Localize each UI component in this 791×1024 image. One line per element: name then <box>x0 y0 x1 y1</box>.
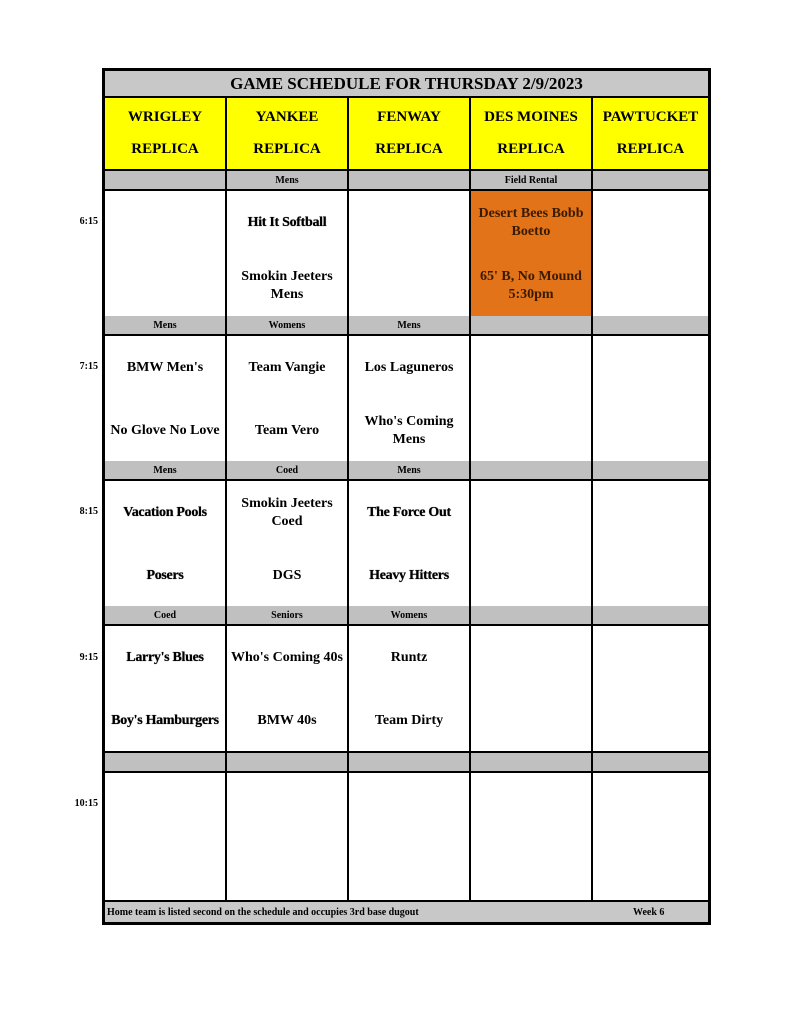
game-slot <box>593 626 708 751</box>
field-sub: REPLICA <box>131 140 199 157</box>
field-sub: REPLICA <box>497 140 565 157</box>
division-label: Coed <box>105 606 225 624</box>
game-slot <box>593 336 708 461</box>
division-label <box>227 753 347 771</box>
home-team <box>593 545 708 607</box>
schedule-title: GAME SCHEDULE FOR THURSDAY 2/9/2023 <box>105 71 708 96</box>
away-team <box>593 481 708 545</box>
division-label <box>105 171 225 189</box>
away-team: Runtz <box>390 650 428 665</box>
division-label <box>471 316 591 334</box>
game-slot <box>105 336 225 461</box>
game-slot <box>105 481 225 606</box>
footer-bar <box>105 902 708 922</box>
away-team: Smokin Jeeters Coed <box>241 496 333 529</box>
week-label: Week 6 <box>633 906 665 918</box>
away-team <box>471 336 591 400</box>
division-label <box>471 606 591 624</box>
game-slot <box>593 481 708 606</box>
time-label: 10:15 <box>74 798 98 809</box>
division-label <box>471 753 591 771</box>
time-label: 6:15 <box>79 216 98 227</box>
away-team: Hit It Softball <box>247 215 327 230</box>
home-team: Heavy Hitters <box>369 568 449 583</box>
away-team <box>593 191 708 255</box>
home-team <box>593 690 708 752</box>
field-header-0 <box>105 98 225 169</box>
game-slot <box>227 626 347 751</box>
division-label: Womens <box>349 606 469 624</box>
home-team: Team Vero <box>254 423 320 438</box>
home-team: BMW 40s <box>257 713 317 728</box>
away-team <box>105 773 225 837</box>
field-sub: REPLICA <box>253 140 321 157</box>
field-name: DES MOINES <box>484 109 578 126</box>
schedule-table <box>102 68 711 925</box>
away-team <box>593 336 708 400</box>
field-name: FENWAY <box>377 109 441 126</box>
home-team <box>593 400 708 462</box>
home-team: No Glove No Love <box>110 423 220 438</box>
time-label: 8:15 <box>79 506 98 517</box>
division-label: Field Rental <box>471 171 591 189</box>
division-label: Womens <box>227 316 347 334</box>
home-team: Posers <box>146 568 184 583</box>
field-header-2 <box>349 98 469 169</box>
division-label <box>471 461 591 479</box>
game-slot <box>349 773 469 900</box>
division-label: Coed <box>227 461 347 479</box>
game-slot <box>471 191 591 316</box>
division-label <box>593 316 708 334</box>
game-slot <box>105 773 225 900</box>
field-header-3 <box>471 98 591 169</box>
home-team <box>105 837 225 899</box>
game-slot <box>227 191 347 316</box>
game-slot <box>349 481 469 606</box>
game-slot <box>593 191 708 316</box>
time-label: 9:15 <box>79 652 98 663</box>
division-label: Mens <box>349 316 469 334</box>
home-team <box>471 400 591 462</box>
home-team: Who's Coming Mens <box>364 414 454 447</box>
home-team: Smokin Jeeters Mens <box>241 269 333 302</box>
home-team: Team Dirty <box>374 713 444 728</box>
field-sub: REPLICA <box>375 140 443 157</box>
home-team <box>471 837 591 899</box>
footer-note: Home team is listed second on the schedule and occupies 3rd base dugout <box>107 906 419 918</box>
game-slot <box>227 336 347 461</box>
game-slot <box>349 336 469 461</box>
field-name: WRIGLEY <box>127 109 203 126</box>
division-label <box>105 753 225 771</box>
game-slot <box>227 481 347 606</box>
home-team <box>593 255 708 317</box>
away-team <box>105 191 225 255</box>
home-team <box>471 545 591 607</box>
home-team: Boy's Hamburgers <box>111 713 219 728</box>
away-team <box>471 773 591 837</box>
home-team <box>349 255 469 317</box>
division-label <box>593 606 708 624</box>
field-name: YANKEE <box>255 109 319 126</box>
away-team <box>471 481 591 545</box>
away-team: Larry's Blues <box>126 650 204 665</box>
home-team: DGS <box>272 568 302 583</box>
game-slot <box>227 773 347 900</box>
division-label <box>349 171 469 189</box>
away-team: Desert Bees Bobb Boetto <box>478 206 584 239</box>
game-slot <box>471 626 591 751</box>
field-sub: REPLICA <box>616 140 685 157</box>
division-label: Mens <box>105 316 225 334</box>
away-team: BMW Men's <box>126 360 204 375</box>
home-team <box>227 837 347 899</box>
game-slot <box>105 191 225 316</box>
away-team <box>349 191 469 255</box>
home-team <box>349 837 469 899</box>
game-slot <box>471 336 591 461</box>
away-team: The Force Out <box>367 505 451 520</box>
game-slot <box>471 481 591 606</box>
away-team <box>471 626 591 690</box>
away-team <box>593 773 708 837</box>
field-header-4 <box>593 98 708 169</box>
home-team <box>471 690 591 752</box>
game-slot <box>593 773 708 900</box>
division-label <box>593 461 708 479</box>
away-team: Vacation Pools <box>123 505 207 520</box>
away-team <box>349 773 469 837</box>
field-header-1 <box>227 98 347 169</box>
division-label <box>349 753 469 771</box>
division-label <box>593 753 708 771</box>
game-slot <box>471 773 591 900</box>
division-label <box>593 171 708 189</box>
division-label: Mens <box>105 461 225 479</box>
home-team <box>593 837 708 899</box>
away-team <box>227 773 347 837</box>
away-team: Team Vangie <box>248 360 326 375</box>
away-team <box>593 626 708 690</box>
home-team: 65' B, No Mound 5:30pm <box>480 269 582 302</box>
division-label: Seniors <box>227 606 347 624</box>
time-label: 7:15 <box>79 361 98 372</box>
away-team: Los Laguneros <box>364 360 454 375</box>
field-name: PAWTUCKET <box>602 109 699 126</box>
game-slot <box>349 191 469 316</box>
game-slot <box>349 626 469 751</box>
division-label: Mens <box>349 461 469 479</box>
home-team <box>105 255 225 317</box>
away-team: Who's Coming 40s <box>230 650 344 665</box>
division-label: Mens <box>227 171 347 189</box>
game-slot <box>105 626 225 751</box>
